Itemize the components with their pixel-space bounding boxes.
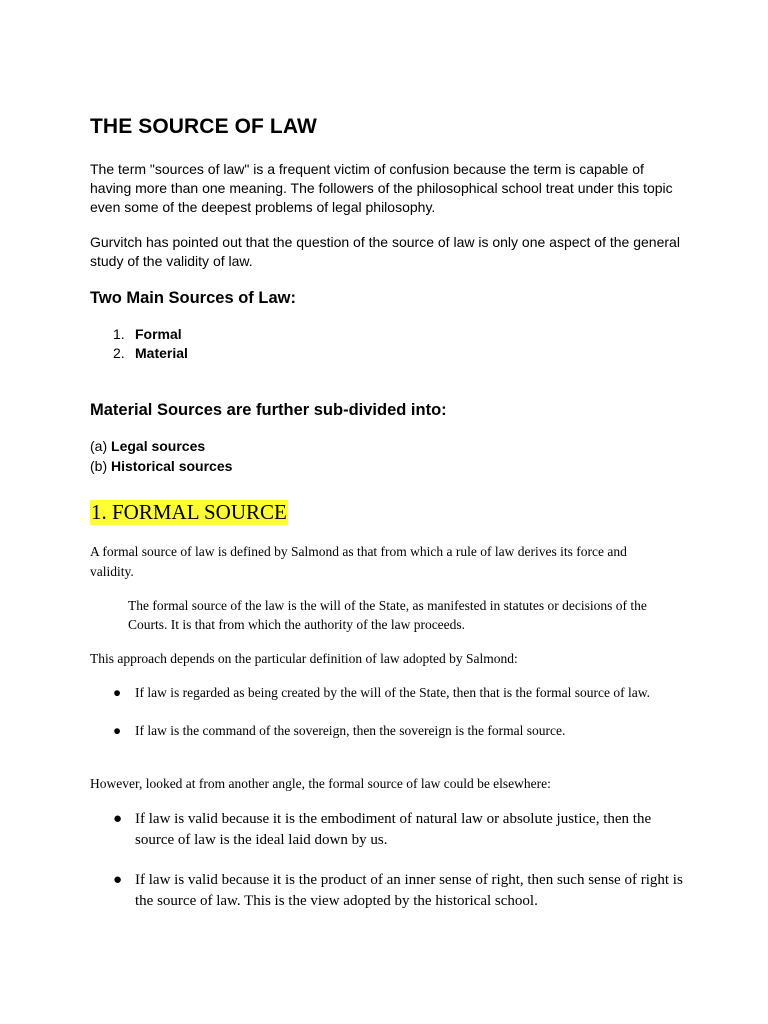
list-item xyxy=(90,325,188,344)
formal-source-heading: 1. FORMAL SOURCE xyxy=(91,500,287,524)
list-item xyxy=(90,436,232,456)
list-item-number: 1. xyxy=(113,326,125,342)
list-item-label: Historical sources xyxy=(111,458,233,474)
list-item xyxy=(90,683,690,703)
list-item xyxy=(90,344,188,363)
list-item-number: 2. xyxy=(113,345,125,361)
bullet-text: If law is valid because it is the product of an inner sense of right, then such sense of right is the source of law. This is the view adopted by the historical school. xyxy=(135,872,683,909)
list-item xyxy=(90,809,690,851)
bullet-icon: ● xyxy=(113,872,123,888)
list-item xyxy=(90,456,232,476)
bullet-text: If law is regarded as being created by the will of the State, then that is the formal source of law. xyxy=(135,685,650,700)
gurvitch-paragraph: Gurvitch has pointed out that the question of the source of law is only one aspect of the general study of the validity of law. xyxy=(90,234,680,269)
list-item xyxy=(90,721,690,741)
main-sources-list xyxy=(90,325,188,363)
formal-source-quote: The formal source of the law is the will of the State, as manifested in statutes or decisions of the Courts. It is that from which the authority of the law proceeds. xyxy=(128,598,647,632)
intro-paragraph: The term "sources of law" is a frequent victim of confusion because the term is capable of having more than one meaning. The followers of the philosophical school treat under this topic even some of the deepest problems of legal philosophy. xyxy=(90,161,673,215)
bullet-text: If law is valid because it is the embodiment of natural law or absolute justice, then the source of law is the ideal laid down by us. xyxy=(135,811,652,848)
bullet-icon: ● xyxy=(113,723,122,738)
bullet-icon: ● xyxy=(113,811,123,827)
list-item-prefix: (a) xyxy=(90,438,108,454)
approach-intro: This approach depends on the particular definition of law adopted by Salmond: xyxy=(90,651,518,666)
bullet-icon: ● xyxy=(113,685,122,700)
list-item xyxy=(90,870,690,912)
material-sources-heading: Material Sources are further sub-divided into: xyxy=(90,401,447,419)
material-sources-list xyxy=(90,436,232,476)
list-item-label: Material xyxy=(135,345,188,361)
page-title: THE SOURCE OF LAW xyxy=(90,115,317,138)
another-angle-intro: However, looked at from another angle, the formal source of law could be elsewhere: xyxy=(90,776,551,791)
list-item-label: Legal sources xyxy=(111,438,206,454)
main-sources-heading: Two Main Sources of Law: xyxy=(90,289,296,307)
bullet-text: If law is the command of the sovereign, then the sovereign is the formal source. xyxy=(135,723,566,738)
list-item-label: Formal xyxy=(135,326,182,342)
list-item-prefix: (b) xyxy=(90,458,108,474)
formal-source-definition: A formal source of law is defined by Salmond as that from which a rule of law derives its force and validity. xyxy=(90,544,627,579)
